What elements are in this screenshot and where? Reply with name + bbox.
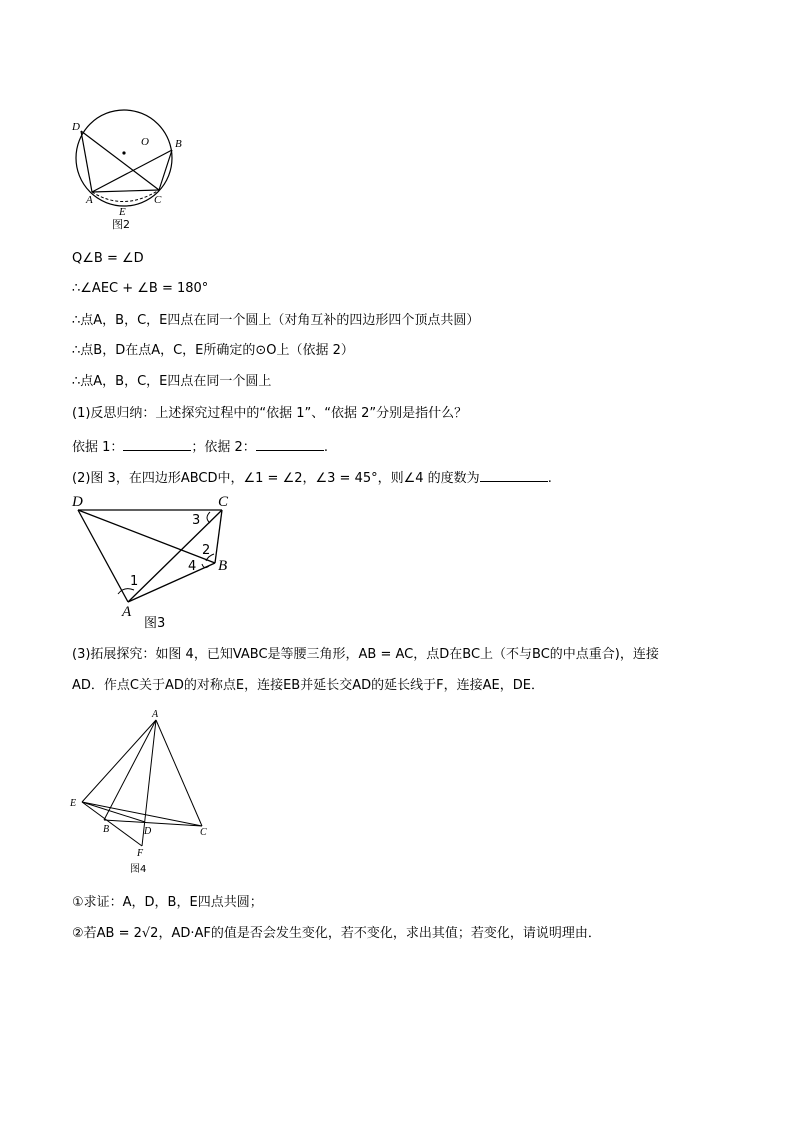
proof-line-2: ∴∠AEC + ∠B = 180°: [72, 281, 209, 296]
figure-2-diagram: [64, 100, 204, 230]
fig3-label-d: D: [72, 494, 83, 510]
fig4-label-a: A: [152, 709, 159, 720]
fig4-label-e: E: [70, 798, 77, 809]
fig2-label-b: B: [175, 138, 182, 150]
proof-line-5: ∴点A，B，C，E四点在同一个圆上: [72, 374, 272, 389]
figure-2: [64, 100, 204, 230]
fig4-caption: 图4: [130, 864, 147, 875]
fig3-label-4: 4: [188, 559, 197, 574]
fig2-label-a: A: [86, 194, 93, 206]
basis-2-blank[interactable]: [256, 437, 324, 451]
fig3-label-2: 2: [202, 543, 211, 558]
question-3-line-2: AD．作点C关于AD的对称点E，连接EB并延长交AD的延长线于F，连接AE，DE．: [72, 678, 544, 693]
basis-1-blank[interactable]: [123, 437, 191, 451]
fig3-label-1: 1: [130, 574, 139, 589]
basis-2-label: ；依据 2：: [191, 440, 256, 455]
question-1-end: .: [323, 440, 328, 455]
fig3-label-b: B: [218, 558, 228, 574]
question-2: [72, 468, 552, 488]
fig4-label-c: C: [200, 827, 207, 838]
fig2-label-e: E: [119, 206, 126, 218]
proof-line-4: ∴点B，D在点A，C，E所确定的⊙O上（依据 2）: [72, 343, 354, 358]
fig2-label-c: C: [154, 194, 162, 206]
figure-4-diagram: [64, 706, 224, 878]
fig2-caption: 图2: [112, 218, 130, 230]
sub-question-2: ②若AB = 2√2，AD·AF的值是否会发生变化，若不变化，求出其值；若变化，请说明理由．: [72, 926, 601, 941]
angle-4-blank[interactable]: [480, 468, 548, 482]
fig3-label-3: 3: [192, 513, 201, 528]
fig4-label-d: D: [144, 826, 152, 837]
figure-3: [66, 490, 246, 635]
sub-question-1: ①求证：A，D，B，E四点共圆；: [72, 895, 263, 910]
question-2-text: (2)图 3，在四边形ABCD中，∠1 = ∠2，∠3 = 45°，则∠4 的度数为: [72, 471, 480, 486]
fig2-label-o: O: [141, 136, 149, 148]
proof-line-1: Q∠B = ∠D: [72, 251, 144, 266]
fig3-label-c: C: [218, 494, 229, 510]
fig4-label-f: F: [137, 848, 144, 859]
fig3-label-a: A: [122, 604, 132, 620]
fig2-label-d: D: [72, 121, 80, 133]
question-3-line-1: (3)拓展探究：如图 4，已知VABC是等腰三角形，AB = AC，点D在BC上（不与BC的中点重合)，连接: [72, 647, 659, 662]
proof-line-3: ∴点A，B，C，E四点在同一个圆上（对角互补的四边形四个顶点共圆）: [72, 313, 480, 328]
question-2-end: .: [547, 471, 552, 486]
basis-1-label: 依据 1：: [72, 440, 124, 455]
question-1-answers: [72, 437, 328, 457]
fig4-label-b: B: [103, 824, 110, 835]
question-1: (1)反思归纳：上述探究过程中的“依据 1”、“依据 2”分别是指什么？: [72, 406, 468, 421]
figure-3-diagram: [66, 490, 246, 635]
fig3-caption: 图3: [144, 616, 166, 631]
figure-4: [64, 706, 224, 878]
